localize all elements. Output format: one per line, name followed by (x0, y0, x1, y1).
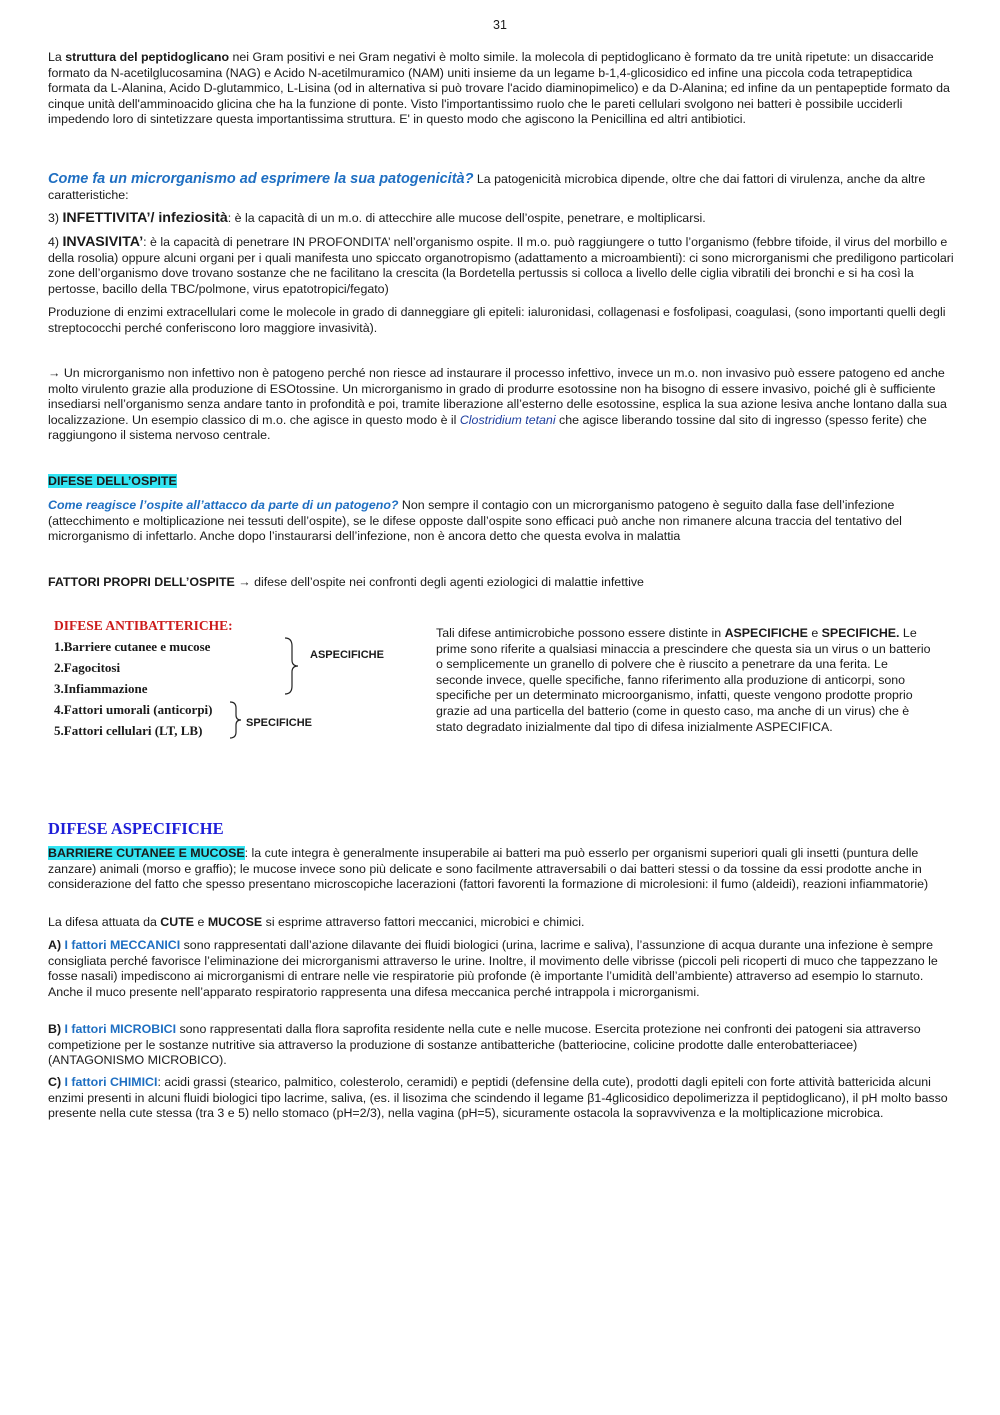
text: sono rappresentati dalla flora saprofita residente nella cute e nelle mucose. Esercita protezione nei confronti dei patogeni sia attraverso competizione per le sostanze nutritive sia attraverso la produzione di sostanze antibatteriche (batteriocine, colicine prodotte dalle enterobatteriacee) (ANTAGONISMO MICROBICO). (48, 1022, 921, 1068)
bold-term: struttura del peptidoglicano (65, 50, 230, 64)
paragraph-fattori-meccanici (48, 938, 954, 1000)
heading-difese-aspecifiche (48, 821, 224, 839)
figure-item: 1.Barriere cutanee e mucose (54, 639, 211, 654)
figure-difese-antibatteriche (48, 612, 418, 752)
text: → Un microrganismo non infettivo non è patogeno perché non riesce ad instaurare il processo infettivo, invece un m.o. non invasivo può essere patogeno ed anche molto virulento grazie alla produzione di ESOtossine. Un microrganismo in grado di produrre esotossine non ha bisogno di essere invasivo, poiché gli è sufficiente insediarsi nell’organismo senza andare tanto in profondità e poi, tramite liberazione all’esterno delle esotossine, esplica la sua azione lesiva anche lontano dalla sua localizzazione. Un esempio classico di m.o. che agisce in questo modo è il (48, 366, 947, 427)
paragraph-fattori-chimici (48, 1075, 954, 1122)
figure-item: 3.Infiammazione (54, 681, 148, 696)
question-heading: Come reagisce l’ospite all’attacco da parte di un patogeno? (48, 498, 399, 512)
figure-item: 2.Fagocitosi (54, 660, 121, 675)
label-specifiche: SPECIFICHE (246, 717, 313, 729)
item-letter: B) (48, 1022, 62, 1036)
text: La patogenicità microbica dipende, oltre che dai fattori di virulenza, anche da altre caratteristiche: (48, 172, 926, 202)
brace-aspecifiche-icon (282, 636, 302, 696)
paragraph-cute-mucose (48, 915, 584, 931)
text: Le prime sono riferite a qualsiasi minaccia a prescindere che questa sia un virus o un batterio o semplicemente un granello di polvere che è riuscito a penetrare da una ferita. Le seconde invece, quelle specifiche, fanno riferimento alla produzione di anticorpi, sono specifiche per un determinato microorganismo, infatti, queste vengono prodotte proprio grazie ad una particella del batterio (come in questo caso, ma anche di un virus) che è stato degradato inizialmente dal tipo di difesa inizialmente ASPECIFICA. (436, 626, 931, 734)
paragraph-fattori-microbici (48, 1022, 954, 1069)
text: La (48, 50, 66, 64)
highlighted-heading: BARRIERE CUTANEE E MUCOSE (48, 846, 245, 860)
item-number: 3) (48, 211, 63, 225)
text: e (807, 626, 822, 640)
label-aspecifiche: ASPECIFICHE (310, 649, 384, 661)
bold-term: MUCOSE (207, 915, 263, 929)
paragraph-peptidoglicano (48, 50, 954, 128)
figure-item: 4.Fattori umorali (anticorpi) (54, 702, 213, 717)
text: : è la capacità di un m.o. di attecchire alle mucose dell’ospite, penetrare, e moltiplicarsi. (227, 211, 706, 225)
text: che agisce liberando tossine dal sito di ingresso (spesso ferite) che raggiungono il sistema nervoso centrale. (48, 412, 927, 443)
species-name: Clostridium tetani (459, 412, 556, 427)
bold-term: I fattori CHIMICI (61, 1075, 158, 1089)
figure-title: DIFESE ANTIBATTERICHE: (54, 618, 233, 633)
section-title: DIFESE ASPECIFICHE (48, 819, 224, 838)
paragraph-reazione-ospite (48, 498, 954, 545)
paragraph-fattori-ospite (48, 575, 644, 591)
text: Tali difese antimicrobiche possono essere distinte in (436, 626, 725, 640)
bold-term: INVASIVITA’ (62, 234, 144, 250)
text: : acidi grassi (stearico, palmitico, colesterolo, ceramidi) e peptidi (defensine della cute), prodotti dagli epiteli con forte attività battericida alcuni enzimi presenti in alcuni fluidi biologici tipo lacrime, saliva, (es. il lisozima che scindendo il legame β1-4glicosidico depolimerizza il peptidoglicano), il pH molto basso presente nella cute stessa (tra 3 e 5) nello stomaco (pH=2/3), nella vagina (pH=5), sicuramente ostacola la sopravvivenza e la moltiplicazione microbica. (48, 1075, 948, 1121)
text: si esprime attraverso fattori meccanici, microbici e chimici. (262, 915, 585, 929)
text: : la cute integra è generalmente insuperabile ai batteri ma può esserlo per organismi superiori quali gli insetti (puntura delle zanzare) animali (morso e graffio); le mucose invece sono più delicate e sono facilmente attraversabili o dai batteri stessi o da tossine da essi prodotte anche in considerazione del fatto che spesso presentano microscopiche lacerazioni (fattori favorenti la formazione di microlesioni: il fumo (aldeidi), reazioni infiammatorie) (48, 846, 929, 892)
paragraph-barriere (48, 846, 954, 893)
text: Non sempre il contagio con un microrganismo patogeno è seguito dalla fase dell’infezione (attecchimento e moltiplicazione nei tessuti dell’ospite), se le difese opposte dall’ospite sono efficaci può anche non rimanere alcuna traccia del tentativo del microrganismo di infettarlo. Anche dopo l’instaurarsi dell’infezione, non è ancora detto che questa evolva in malattia (48, 498, 902, 544)
item-letter: A) (48, 938, 62, 952)
text: sono rappresentati dall’azione dilavante dei fluidi biologici (urina, lacrime e saliva), l’assunzione di acqua durante una infezione è sempre consigliata perché favorisce l’eliminazione dei microrganismi attraverso le urine. Inoltre, il movimento delle vibrisse (piccoli peli ricoperti di muco che tappezzano le fosse nasali) impediscono ai microrganismi di entrare nelle vie respiratorie più profonde (è importante l’umidità dell’ambiente) attraverso ad esempio lo starnuto. Anche il muco presente nell’apparato respiratorio rappresenta una difesa meccanica perché intrappola i microrganismi. (48, 938, 938, 999)
paragraph-infettivita (48, 211, 706, 227)
text: : è la capacità di penetrare IN PROFONDITA’ nell’organismo ospite. Il m.o. può raggiungere o tutto l’organismo (febbre tifoide, il virus del morbillo e della rosolia) oppure alcuni organi per i quali manifesta uno spiccato organotropismo (adattamento a microambienti): ci sono microrganismi che prediligono particolari zone dell’organismo dove trovano sostanze che ne facilitano la crescita (la Bordetella pertussis si colloca a livello delle ciglia vibratili dei bronchi e si ha così la pertosse, bacillo della TBC/polmone, virus epatotropici/fegato) (48, 235, 954, 296)
paragraph-invasivita (48, 235, 954, 297)
text: → difese dell’ospite nei confronti degli agenti eziologici di malattie infettive (234, 575, 644, 589)
page-number: 31 (493, 18, 507, 32)
item-number: 4) (48, 235, 63, 249)
highlighted-heading: DIFESE DELL’OSPITE (48, 474, 177, 488)
bold-term: ASPECIFICHE (724, 626, 808, 640)
bold-term: CUTE (160, 915, 195, 929)
figure-item: 5.Fattori cellulari (LT, LB) (54, 723, 203, 738)
paragraph-esotossine (48, 366, 954, 444)
paragraph-patogenicita (48, 172, 954, 203)
text: nei Gram positivi e nei Gram negativi è molto simile. la molecola di peptidoglicano è formato da tre unità ripetute: un disaccaride formato da N-acetilglucosamina (NAG) e Acido N-acetilmuramico (NAM) uniti insieme da un legame b-1,4-glicosidico ed infine una piccola coda tetrapeptidica formata da L-Alanina, Acido D-glutammico, L-Lisina (od in alternativa si può trovare l'acido diaminopimelico) e da D-Alanina; ed infine da un pentapeptide formato da cinque unità dell'amminoacido glicina che ha la funzione di ponte. Visto l'importantissimo ruolo che le pareti cellulari svolgono nei batteri è possibile ucciderli impedendo loro di sintetizzare questa importantissima struttura. E' in questo modo che agiscono la Penicillina ed altri antibiotici. (48, 50, 950, 127)
brace-specifiche-icon (228, 700, 246, 740)
item-letter: C) (48, 1075, 62, 1089)
text: La difesa attuata da (48, 915, 161, 929)
bold-term: SPECIFICHE. (821, 626, 900, 640)
bold-term: I fattori MECCANICI (61, 938, 181, 952)
paragraph-distinzione-difese (436, 626, 932, 735)
bold-term: FATTORI PROPRI DELL’OSPITE (48, 575, 235, 589)
bold-term: I fattori MICROBICI (61, 1022, 177, 1036)
paragraph-enzimi: Produzione di enzimi extracellulari come le molecole in grado di danneggiare gli epiteli: ialuronidasi, collagenasi e fosfolipasi, coagulasi, (sono importanti quelli degli streptococchi perché conferiscono loro maggiore invasività). (48, 305, 946, 335)
text: e (194, 915, 208, 929)
heading-difese-ospite (48, 474, 177, 490)
question-heading: Come fa un microrganismo ad esprimere la sua patogenicità? (48, 171, 474, 187)
bold-term: INFETTIVITA’/ infeziosità (62, 210, 228, 226)
